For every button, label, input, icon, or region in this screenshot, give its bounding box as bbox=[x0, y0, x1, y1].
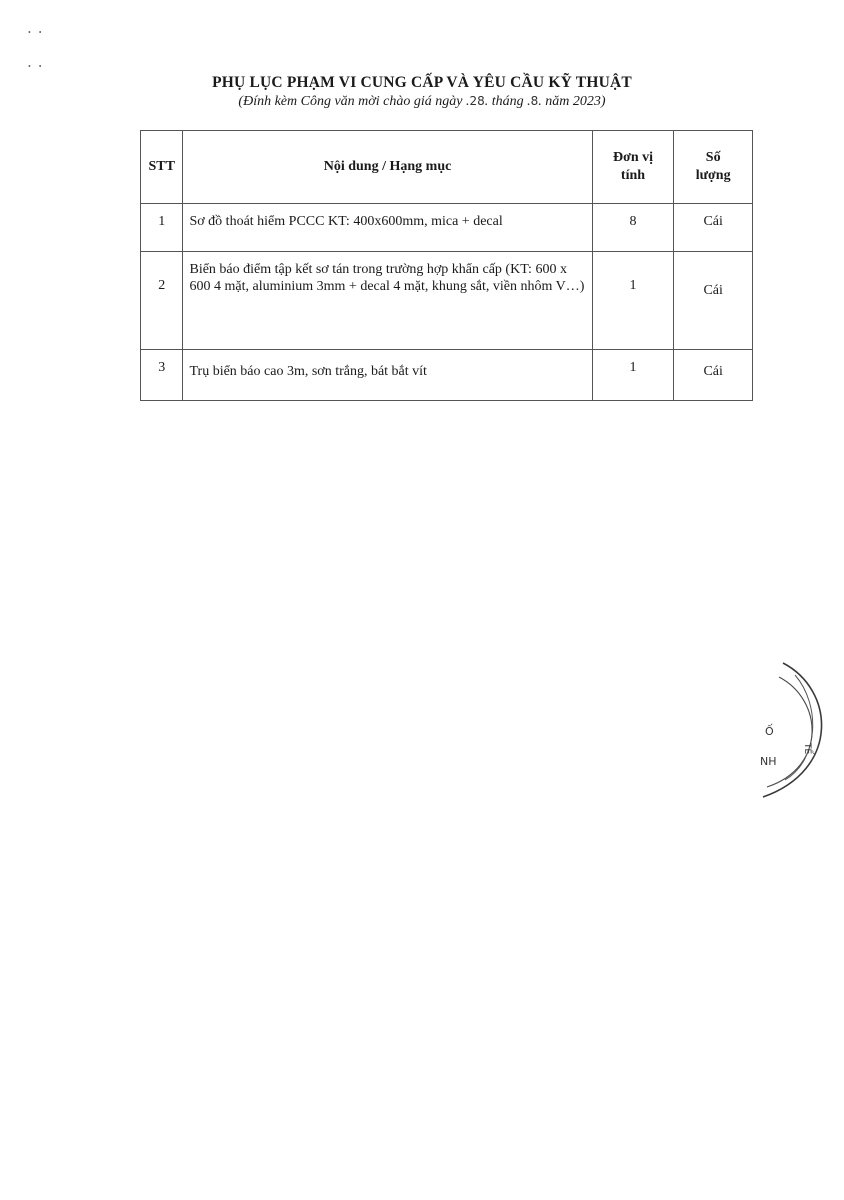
row-content: Trụ biển báo cao 3m, sơn trắng, bát bắt vít bbox=[183, 350, 592, 401]
header-qty-line1: Số bbox=[705, 150, 721, 165]
header-unit-line1: Đơn vị bbox=[612, 150, 653, 165]
subtitle-mid: . tháng . bbox=[484, 94, 531, 109]
row-content: Sơ đồ thoát hiểm PCCC KT: 400x600mm, mica + decal bbox=[183, 204, 592, 252]
table-row bbox=[141, 252, 753, 350]
row-unit: 1 bbox=[592, 252, 674, 350]
handwritten-day: 28 bbox=[469, 94, 485, 108]
subtitle-prefix: (Đính kèm Công văn mời chào giá ngày . bbox=[238, 94, 470, 109]
header-unit bbox=[592, 131, 674, 204]
header-stt: STT bbox=[141, 131, 183, 204]
table-row bbox=[141, 350, 753, 401]
subtitle-suffix: . năm 2023) bbox=[538, 94, 606, 109]
handwritten-month: 8 bbox=[530, 94, 539, 108]
row-qty: Cái bbox=[674, 350, 753, 401]
row-stt: 1 bbox=[141, 204, 183, 252]
row-stt: 2 bbox=[141, 252, 183, 350]
table-header-row bbox=[141, 131, 753, 204]
seal-stamp-fragment bbox=[755, 655, 835, 805]
header-unit-line2: tính bbox=[620, 168, 646, 183]
row-content: Biển báo điểm tập kết sơ tán trong trường hợp khẩn cấp (KT: 600 x 600 4 mặt, aluminium 3mm + decal 4 mặt, khung sắt, viền nhôm V…) bbox=[183, 252, 592, 350]
row-stt: 3 bbox=[141, 350, 183, 401]
row-unit: 1 bbox=[592, 350, 674, 401]
row-unit: 8 bbox=[592, 204, 674, 252]
document-title: PHỤ LỤC PHẠM VI CUNG CẤP VÀ YÊU CẦU KỸ THUẬT bbox=[212, 74, 632, 91]
header-qty bbox=[674, 131, 753, 204]
scan-speck: • • bbox=[28, 62, 45, 71]
table-row bbox=[141, 204, 753, 252]
stamp-text-fragment: Ố bbox=[765, 725, 774, 738]
specification-table bbox=[140, 130, 753, 401]
stamp-text-fragment: NH bbox=[760, 755, 777, 768]
header-content: Nội dung / Hạng mục bbox=[183, 131, 592, 204]
document-subtitle bbox=[0, 94, 844, 110]
header-qty-line2: lượng bbox=[695, 168, 731, 183]
stamp-text-fragment: TẾ bbox=[802, 743, 812, 755]
scan-speck: • • bbox=[28, 28, 45, 37]
row-qty: Cái bbox=[674, 204, 753, 252]
row-qty: Cái bbox=[674, 252, 753, 350]
